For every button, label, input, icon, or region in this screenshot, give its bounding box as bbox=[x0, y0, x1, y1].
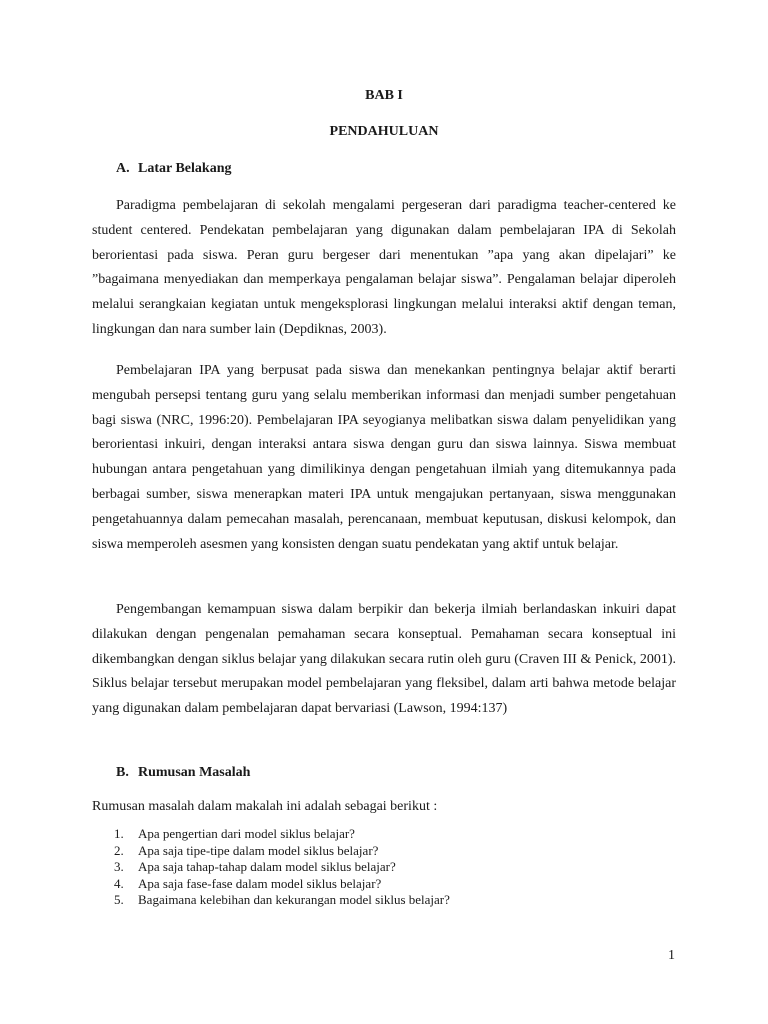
page-number: 1 bbox=[668, 948, 675, 963]
section-heading-rumusan-masalah bbox=[116, 765, 250, 781]
list-item bbox=[92, 826, 450, 843]
list-item bbox=[92, 876, 450, 893]
section-label: A. bbox=[116, 161, 130, 176]
list-item-text: Apa saja fase-fase dalam model siklus belajar? bbox=[138, 875, 382, 891]
list-item-number: 2. bbox=[114, 842, 124, 858]
list-item-text: Bagaimana kelebihan dan kekurangan model siklus belajar? bbox=[138, 892, 450, 907]
list-item-text: Apa saja tahap-tahap dalam model siklus belajar? bbox=[138, 859, 396, 874]
section-title: Rumusan Masalah bbox=[138, 765, 251, 780]
list-item-number: 1. bbox=[114, 826, 124, 841]
section-title: Latar Belakang bbox=[138, 161, 232, 176]
list-item-text: Apa saja tipe-tipe dalam model siklus belajar? bbox=[138, 842, 379, 858]
paragraph: Paradigma pembelajaran di sekolah mengalami pergeseran dari paradigma teacher-centered ke student centered. Pendekatan pembelajaran yang digunakan dalam pembelajaran IPA di Sekolah berorientasi pada siswa. Peran guru bergeser dari menentukan ”apa yang akan dipelajari” ke ”bagaimana menyediakan dan memperkaya pengalaman belajar siswa”. Pengalaman belajar diperoleh melalui serangkaian kegiatan untuk mengeksplorasi lingkungan melalui interaksi aktif dengan teman, lingkungan dan nara sumber lain (Depdiknas, 2003). bbox=[92, 198, 676, 337]
chapter-number: BAB I bbox=[365, 88, 403, 103]
list-item-number: 4. bbox=[114, 875, 124, 891]
question-list bbox=[92, 826, 450, 909]
section-heading-latar-belakang bbox=[116, 161, 231, 177]
list-item-text: Apa pengertian dari model siklus belajar? bbox=[138, 826, 355, 841]
list-intro: Rumusan masalah dalam makalah ini adalah sebagai berikut : bbox=[92, 799, 438, 814]
chapter-title: PENDAHULUAN bbox=[329, 124, 439, 139]
list-item-number: 3. bbox=[114, 859, 124, 874]
list-item-number: 5. bbox=[114, 892, 124, 907]
list-item bbox=[92, 843, 450, 860]
list-item bbox=[92, 859, 450, 876]
paragraph: Pembelajaran IPA yang berpusat pada siswa dan menekankan pentingnya belajar aktif berarti mengubah persepsi tentang guru yang selalu memberikan informasi dan menjadi sumber pengetahuan bagi siswa (NRC, 1996:20). Pembelajaran IPA seyogianya melibatkan siswa dalam penyelidikan yang berorientasi inkuiri, dengan interaksi antara siswa dengan guru dan siswa lainnya. Siswa membuat hubungan antara pengetahuan yang dimilikinya dengan pengetahuan ilmiah yang ditemukannya pada berbagai sumber, siswa menerapkan materi IPA untuk mengajukan pertanyaan, siswa menggunakan pengetahuannya dalam pemecahan masalah, perencanaan, membuat keputusan, diskusi kelompok, dan siswa memperoleh asesmen yang konsisten dengan suatu pendekatan yang aktif untuk belajar. bbox=[92, 363, 676, 552]
paragraph: Pengembangan kemampuan siswa dalam berpikir dan bekerja ilmiah berlandaskan inkuiri dapat dilakukan dengan pengenalan pemahaman secara konseptual. Pemahaman secara konseptual ini dikembangkan dengan siklus belajar yang dilakukan secara rutin oleh guru (Craven III & Penick, 2001). Siklus belajar tersebut merupakan model pembelajaran yang fleksibel, dalam arti bahwa metode belajar yang digunakan dalam pembelajaran dapat bervariasi (Lawson, 1994:137) bbox=[92, 602, 676, 717]
list-item bbox=[92, 892, 450, 909]
section-label: B. bbox=[116, 765, 129, 780]
